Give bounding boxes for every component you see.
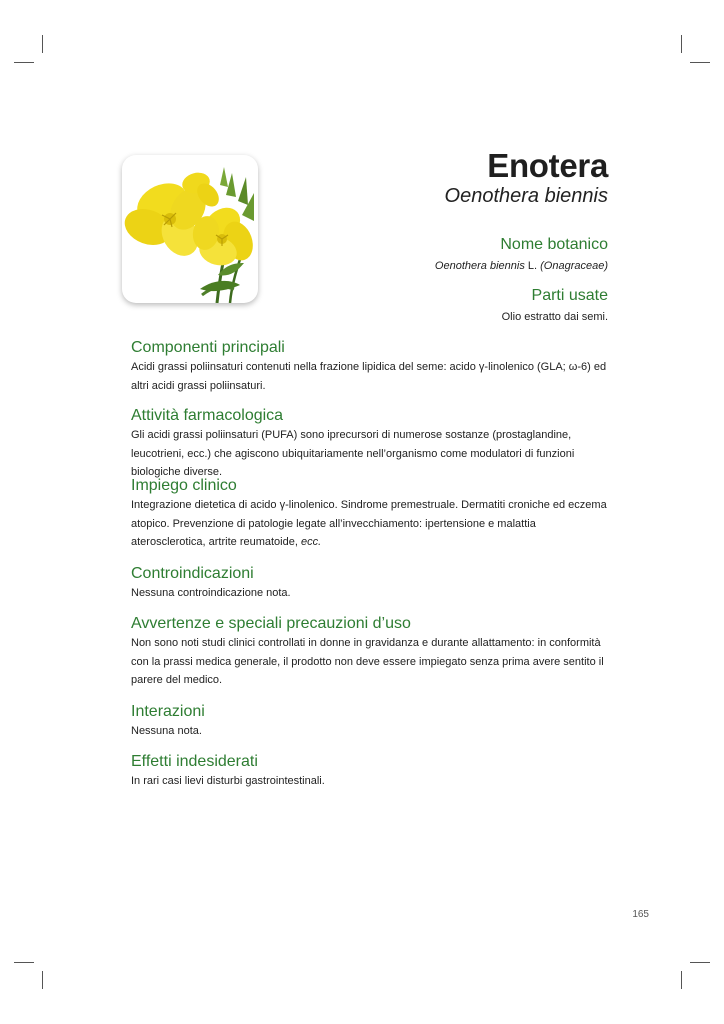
section-controindicazioni (131, 564, 609, 603)
nome-botanico-text (435, 260, 608, 272)
family-name: (Onagraceae) (540, 260, 608, 272)
section-text: Nessuna nota. (131, 725, 202, 737)
crop-mark (14, 62, 34, 63)
crop-mark (690, 62, 710, 63)
section-avvertenze (131, 614, 609, 690)
section-heading: Attività farmacologica (131, 407, 284, 424)
section-effetti (131, 752, 609, 791)
section-text (131, 496, 609, 552)
crop-mark (42, 35, 43, 53)
crop-mark (681, 35, 682, 53)
evening-primrose-illustration (122, 155, 258, 303)
crop-mark (690, 962, 710, 963)
page-number: 165 (632, 909, 649, 920)
page-title: Enotera (487, 147, 608, 184)
section-heading: Controindicazioni (131, 565, 254, 582)
parti-usate-text: Olio estratto dai semi. (501, 311, 608, 323)
author-abbrev: L. (524, 260, 541, 272)
crop-mark (14, 962, 34, 963)
nome-botanico-heading: Nome botanico (500, 236, 608, 253)
section-text: Gli acidi grassi poliinsaturi (PUFA) sono iprecursori di numerose sostanze (prostaglandine, leucotrieni, ecc.) che agiscono ubiquitariamente nell’organismo come modulatori di funzioni biologiche diverse. (131, 429, 575, 478)
section-interazioni (131, 702, 609, 741)
section-text: Non sono noti studi clinici controllati in donne in gravidanza e durante allattamento: in conformità con la prassi medica generale, il prodotto non deve essere impiegato senza prima avere sentito il parere del medico. (131, 637, 604, 686)
latin-name: Oenothera biennis (444, 185, 608, 207)
section-heading: Impiego clinico (131, 477, 237, 494)
section-heading: Interazioni (131, 703, 205, 720)
section-text: In rari casi lievi disturbi gastrointestinali. (131, 775, 325, 787)
section-componenti (131, 338, 609, 395)
crop-mark (681, 971, 682, 989)
section-heading: Componenti principali (131, 339, 285, 356)
impiego-italic: ecc. (300, 536, 322, 548)
parti-usate-heading: Parti usate (531, 287, 608, 304)
section-text: Acidi grassi poliinsaturi contenuti nella frazione lipidica del seme: acido γ-linolenico (GLA; ω-6) ed altri acidi grassi poliinsaturi. (131, 361, 607, 392)
section-heading: Effetti indesiderati (131, 753, 258, 770)
section-text: Nessuna controindicazione nota. (131, 587, 291, 599)
crop-mark (42, 971, 43, 989)
impiego-text: Integrazione dietetica di acido γ-linolenico. Sindrome premestruale. Dermatiti croniche ed eczema atopico. Prevenzione di patologie legate all’invecchiamento: ipertensione e malattia aterosclerotica, artrite reumatoide, (131, 499, 607, 548)
section-attivita (131, 406, 609, 482)
species-name: Oenothera biennis (434, 260, 525, 272)
plant-photo (122, 155, 258, 303)
section-heading: Avvertenze e speciali precauzioni d’uso (131, 615, 411, 632)
section-impiego (131, 476, 609, 552)
